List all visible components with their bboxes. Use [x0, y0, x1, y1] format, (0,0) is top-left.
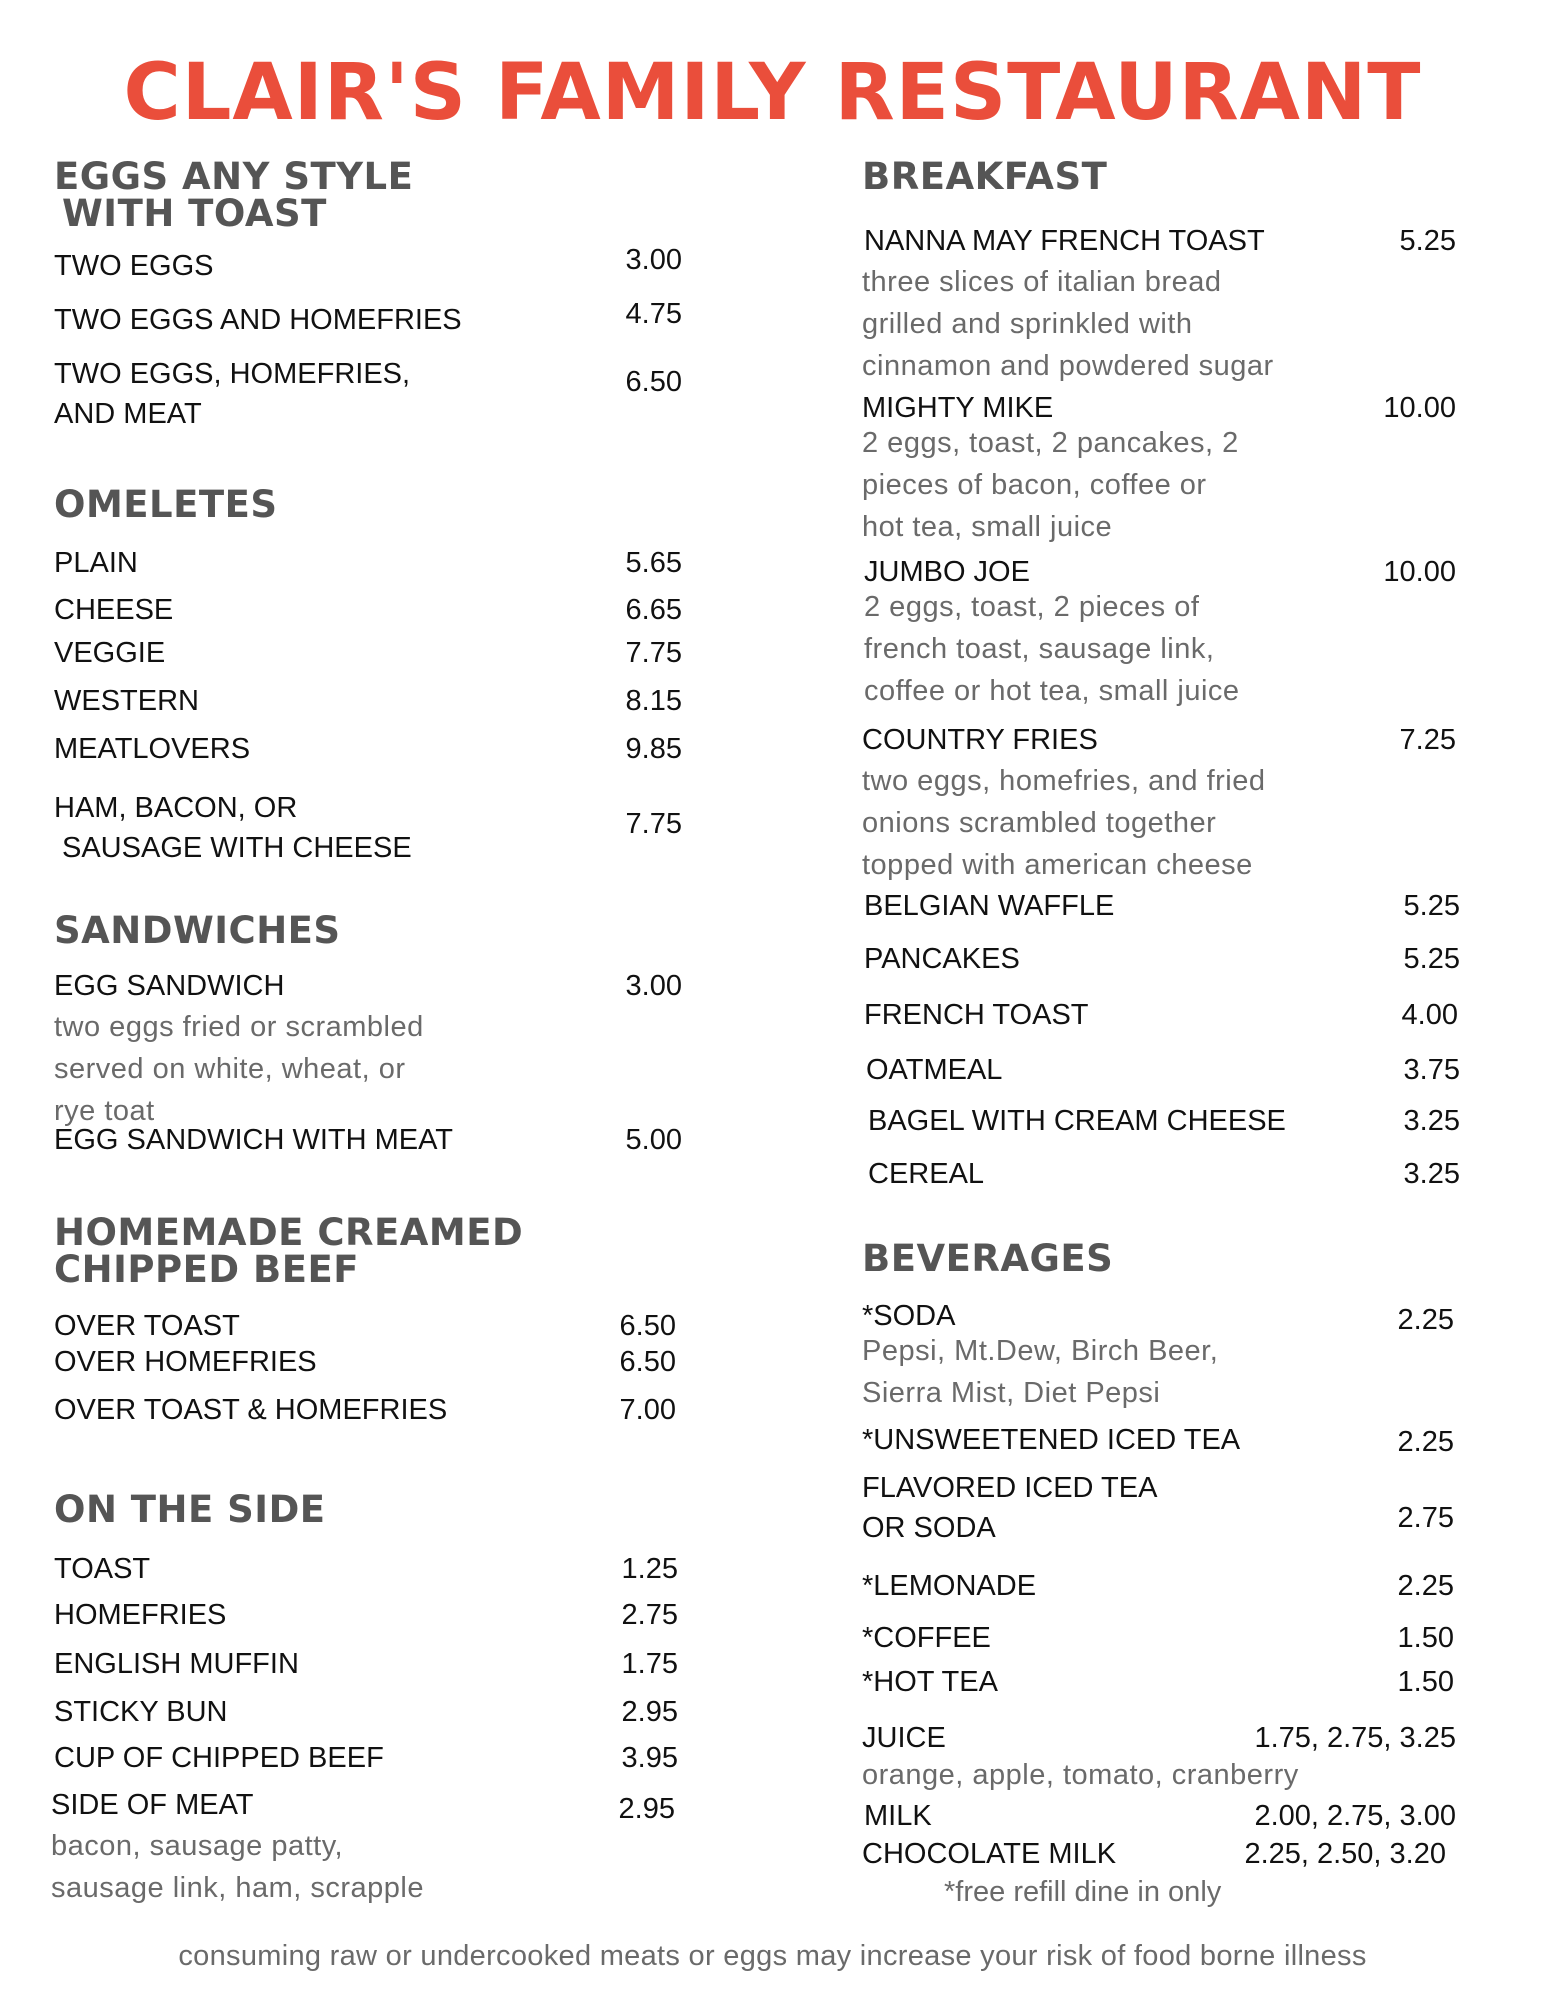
menu-item: MEATLOVERS 9.85: [54, 733, 682, 765]
menu-item: OVER HOMEFRIES 6.50: [54, 1346, 676, 1378]
section-heading-chipped-beef: HOMEMADE CREAMED CHIPPED BEEF: [54, 1211, 524, 1291]
menu-item: FRENCH TOAST 4.00: [864, 999, 1458, 1031]
menu-item: JUICE 1.75, 2.75, 3.25 orange, apple, tomato, cranberry: [862, 1722, 1456, 1791]
menu-item: OATMEAL 3.75: [866, 1054, 1460, 1086]
menu-item: FLAVORED ICED TEA OR SODA 2.75: [862, 1472, 1454, 1544]
menu-item: JUMBO JOE 10.00 2 eggs, toast, 2 pieces of french toast, sausage link, coffee or hot tea, small juice: [864, 556, 1456, 707]
section-heading-omeletes: OMELETES: [54, 483, 278, 526]
menu-item: TWO EGGS, HOMEFRIES, AND MEAT 6.50: [54, 358, 682, 430]
section-heading-beverages: BEVERAGES: [862, 1237, 1114, 1280]
menu-item: HAM, BACON, OR SAUSAGE WITH CHEESE 7.75: [54, 792, 682, 864]
section-heading-eggs: EGGS ANY STYLE WITH TOAST: [54, 155, 414, 235]
menu-item: EGG SANDWICH WITH MEAT 5.00: [54, 1124, 682, 1156]
menu-item: *UNSWEETENED ICED TEA 2.25: [862, 1424, 1454, 1458]
menu-item: *LEMONADE 2.25: [862, 1570, 1454, 1602]
menu-item: OVER TOAST 6.50: [54, 1310, 676, 1342]
menu-item: PANCAKES 5.25: [864, 943, 1460, 975]
health-disclaimer: consuming raw or undercooked meats or eggs may increase your risk of food borne illness: [178, 1940, 1367, 1972]
menu-item: BELGIAN WAFFLE 5.25: [864, 890, 1460, 922]
menu-item: CEREAL 3.25: [868, 1158, 1460, 1190]
menu-item: NANNA MAY FRENCH TOAST 5.25 three slices of italian bread grilled and sprinkled with cinnamon and powdered sugar: [862, 225, 1456, 382]
menu-item: TOAST 1.25: [54, 1553, 678, 1585]
menu-item: *SODA 2.25 Pepsi, Mt.Dew, Birch Beer, Sierra Mist, Diet Pepsi: [862, 1300, 1454, 1409]
menu-item: WESTERN 8.15: [54, 685, 682, 717]
section-heading-on-the-side: ON THE SIDE: [54, 1488, 326, 1531]
refill-note: *free refill dine in only: [944, 1876, 1222, 1908]
restaurant-title: CLAIR'S FAMILY RESTAURANT: [123, 48, 1422, 138]
menu-item: TWO EGGS AND HOMEFRIES 4.75: [54, 298, 682, 336]
menu-item: EGG SANDWICH 3.00 two eggs fried or scrambled served on white, wheat, or rye toat: [54, 970, 682, 1127]
section-heading-breakfast: BREAKFAST: [862, 155, 1108, 198]
menu-item: CUP OF CHIPPED BEEF 3.95: [54, 1742, 678, 1774]
menu-item: PLAIN 5.65: [54, 547, 682, 579]
menu-item: BAGEL WITH CREAM CHEESE 3.25: [868, 1105, 1460, 1137]
menu-item: *HOT TEA 1.50: [862, 1666, 1454, 1698]
menu-item: COUNTRY FRIES 7.25 two eggs, homefries, and fried onions scrambled together topped with american cheese: [862, 724, 1456, 881]
menu-item: HOMEFRIES 2.75: [54, 1599, 678, 1631]
menu-item: SIDE OF MEAT 2.95 bacon, sausage patty, sausage link, ham, scrapple: [51, 1789, 675, 1904]
menu-item: STICKY BUN 2.95: [54, 1696, 678, 1728]
menu-item: OVER TOAST & HOMEFRIES 7.00: [54, 1394, 676, 1426]
menu-item: MIGHTY MIKE 10.00 2 eggs, toast, 2 pancakes, 2 pieces of bacon, coffee or hot tea, small juice: [862, 392, 1456, 543]
menu-item: CHEESE 6.65: [54, 594, 682, 626]
menu-item: ENGLISH MUFFIN 1.75: [54, 1648, 678, 1680]
section-heading-sandwiches: SANDWICHES: [54, 909, 341, 952]
menu-item: TWO EGGS 3.00: [54, 244, 682, 282]
menu-item: VEGGIE 7.75: [54, 637, 682, 669]
menu-item: MILK 2.00, 2.75, 3.00: [864, 1800, 1456, 1832]
menu-item: *COFFEE 1.50: [862, 1622, 1454, 1654]
menu-item: CHOCOLATE MILK 2.25, 2.50, 3.20: [862, 1838, 1446, 1870]
